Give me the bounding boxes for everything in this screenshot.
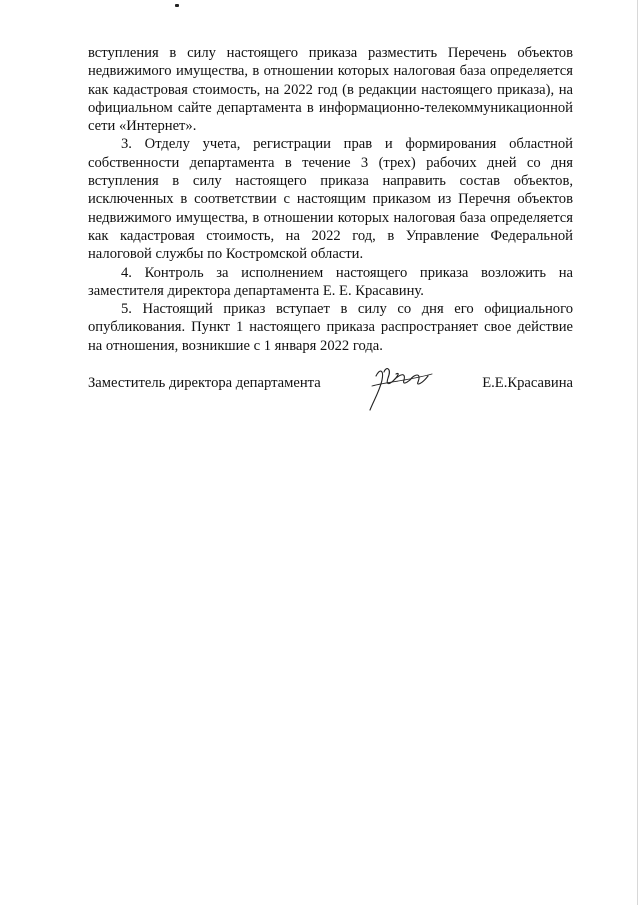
paragraph-item-3: 3. Отделу учета, регистрации прав и формирования областной собственности департамента в течение 3 (трех) рабочих дней со дня вступления в силу настоящего приказа направить состав объектов, исключенных в соответствии с настоящим приказом из Перечня объектов недвижимого имущества, в отношении которых налоговая база определяется как кадастровая стоимость, на 2022 год, в Управление Федеральной налоговой службы по Костромской области.: [88, 136, 573, 263]
signature-block: [88, 362, 573, 422]
scan-artifact-mark: [175, 4, 179, 7]
handwritten-signature: [366, 362, 438, 414]
document-body: [88, 44, 573, 355]
page-edge-line: [637, 0, 638, 905]
paragraph-continuation: вступления в силу настоящего приказа разместить Перечень объектов недвижимого имущества, в отношении которых налоговая база определяется как кадастровая стоимость, на 2022 год (в редакции настоящего приказа), на официальном сайте департамента в информационно-телекоммуникационной сети «Интернет».: [88, 45, 573, 135]
signatory-title: Заместитель директора департамента: [88, 375, 321, 391]
signatory-name: Е.Е.Красавина: [482, 375, 573, 391]
paragraph-item-4: 4. Контроль за исполнением настоящего приказа возложить на заместителя директора департамента Е. Е. Красавину.: [88, 264, 573, 299]
paragraph-item-5: 5. Настоящий приказ вступает в силу со дня его официального опубликования. Пункт 1 настоящего приказа распространяет свое действие на отношения, возникшие с 1 января 2022 года.: [88, 301, 573, 354]
